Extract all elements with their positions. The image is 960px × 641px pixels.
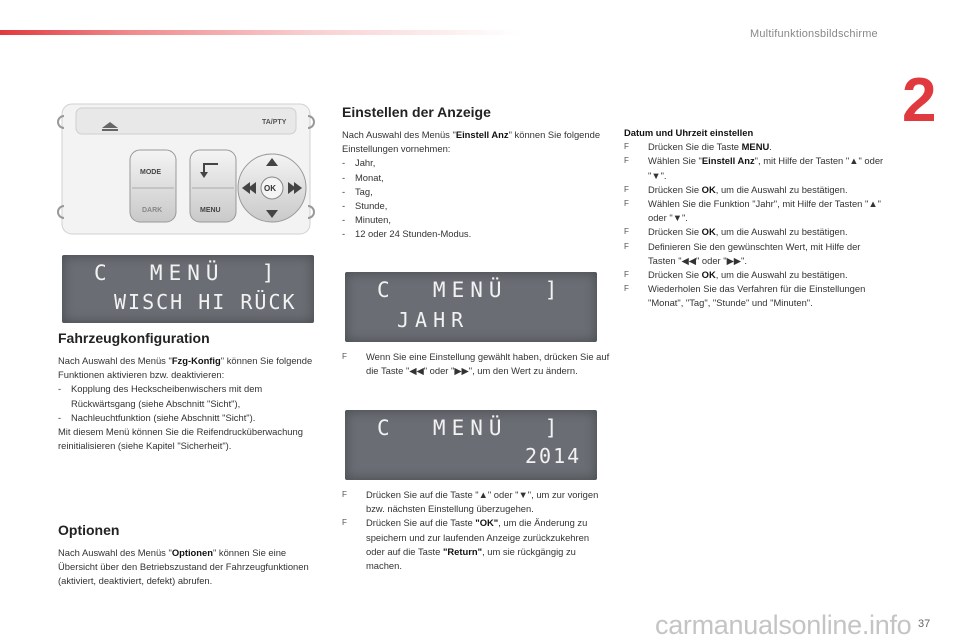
watermark: carmanualsonline.info [655, 610, 912, 640]
bullet-arrow-icon: F [624, 184, 629, 194]
bullet-arrow-icon: F [624, 284, 629, 294]
lcd-display-wisch: C MENÜ ] WISCH HI RÜCK [62, 255, 314, 323]
datum-step: F Wählen Sie "Einstell Anz", mit Hilfe der Tasten "▲" oder "▼". [624, 155, 884, 181]
datum-step: F Drücken Sie OK, um die Auswahl zu bestätigen. [624, 225, 884, 239]
ta-pty-label: TA/PTY [262, 119, 287, 126]
datum-step: F Drücken Sie die Taste MENU. [624, 140, 884, 154]
fahrzeug-heading: Fahrzeugkonfiguration [58, 330, 210, 346]
anzeige-item: - Minuten, [342, 214, 391, 226]
chapter-number: 2 [902, 66, 937, 135]
fahrzeug-item: - Kopplung des Heckscheibenwischers mit dem Rückwärtsgang (siehe Abschnitt "Sicht"), [58, 383, 263, 409]
bullet-arrow-icon: F [342, 352, 347, 361]
fahrzeug-outro: Mit diesem Menü können Sie die Reifendrucküberwachung reinitialisieren (siehe Kapitel "Sicherheit"). [58, 426, 303, 452]
anzeige-note-2: F Drücken Sie auf die Taste "▲" oder "▼", um zur vorigen bzw. nächsten Einstellung überzugehen. [342, 489, 599, 515]
control-panel-illustration [50, 100, 322, 240]
anzeige-heading: Einstellen der Anzeige [342, 104, 491, 120]
bullet-arrow-icon: F [624, 227, 629, 237]
anzeige-item: - Jahr, [342, 157, 376, 169]
header-accent-bar [0, 30, 520, 35]
fahrzeug-intro: Nach Auswahl des Menüs "Fzg-Konfig" können Sie folgende Funktionen aktivieren bzw. deaktivieren: [58, 355, 313, 381]
bullet-arrow-icon: F [624, 270, 629, 280]
bullet-arrow-icon: F [342, 490, 347, 499]
ok-label: OK [264, 184, 276, 193]
optionen-text: Nach Auswahl des Menüs "Optionen" können Sie eine Übersicht über den Betriebszustand der Fahrzeugfunktionen (aktiviert, deaktiviert, defekt) abrufen. [58, 547, 309, 587]
svg-text:MENU: MENU [200, 207, 221, 214]
anzeige-item: - Stunde, [342, 200, 388, 212]
fahrzeug-item: - Nachleuchtfunktion (siehe Abschnitt "Sicht"). [58, 411, 256, 423]
lcd-display-jahr-wert: C MENÜ ] 2014 [345, 410, 597, 480]
datum-step: F Wiederholen Sie das Verfahren für die Einstellungen "Monat", "Tag", "Stunde" und "Minuten". [624, 283, 866, 309]
bullet-arrow-icon: F [342, 518, 347, 528]
anzeige-intro: Nach Auswahl des Menüs "Einstell Anz" können Sie folgende Einstellungen vornehmen: [342, 129, 601, 155]
anzeige-item: - Monat, [342, 171, 384, 183]
anzeige-note-1: F Wenn Sie eine Einstellung gewählt haben, drücken Sie auf die Taste "◀◀" oder "▶▶", um den Wert zu ändern. [342, 351, 610, 377]
anzeige-item: - 12 oder 24 Stunden-Modus. [342, 228, 472, 240]
anzeige-item: - Tag, [342, 185, 373, 197]
page-number: 37 [918, 618, 931, 630]
svg-text:MODE: MODE [140, 169, 161, 176]
bullet-arrow-icon: F [624, 241, 629, 251]
optionen-heading: Optionen [58, 522, 120, 538]
svg-text:DARK: DARK [142, 207, 163, 214]
section-title: Multifunktionsbildschirme [750, 28, 878, 40]
datum-step: F Drücken Sie OK, um die Auswahl zu bestätigen. [624, 268, 884, 282]
anzeige-notes [342, 488, 604, 573]
lcd-display-jahr: C MENÜ ] JAHR [345, 272, 597, 342]
bullet-arrow-icon: F [624, 156, 629, 166]
fahrzeug-section [58, 330, 320, 453]
datum-step: F Definieren Sie den gewünschten Wert, mit Hilfe der Tasten "◀◀" oder "▶▶". [624, 240, 861, 266]
bullet-arrow-icon: F [624, 142, 629, 152]
bullet-arrow-icon: F [624, 199, 629, 209]
datum-heading: Datum und Uhrzeit einstellen [624, 127, 754, 138]
datum-step: F Wählen Sie die Funktion "Jahr", mit Hilfe der Tasten "▲" oder "▼". [624, 198, 881, 224]
datum-step: F Drücken Sie OK, um die Auswahl zu bestätigen. [624, 183, 884, 197]
anzeige-section [342, 104, 604, 242]
optionen-section [58, 522, 320, 589]
anzeige-note-3: F Drücken Sie auf die Taste "OK", um die Änderung zu speichern und zur laufenden Anzeige zurückzukehren oder auf die Taste "Return", um sie rückgängig zu machen. [342, 517, 590, 572]
datum-section [624, 126, 884, 311]
